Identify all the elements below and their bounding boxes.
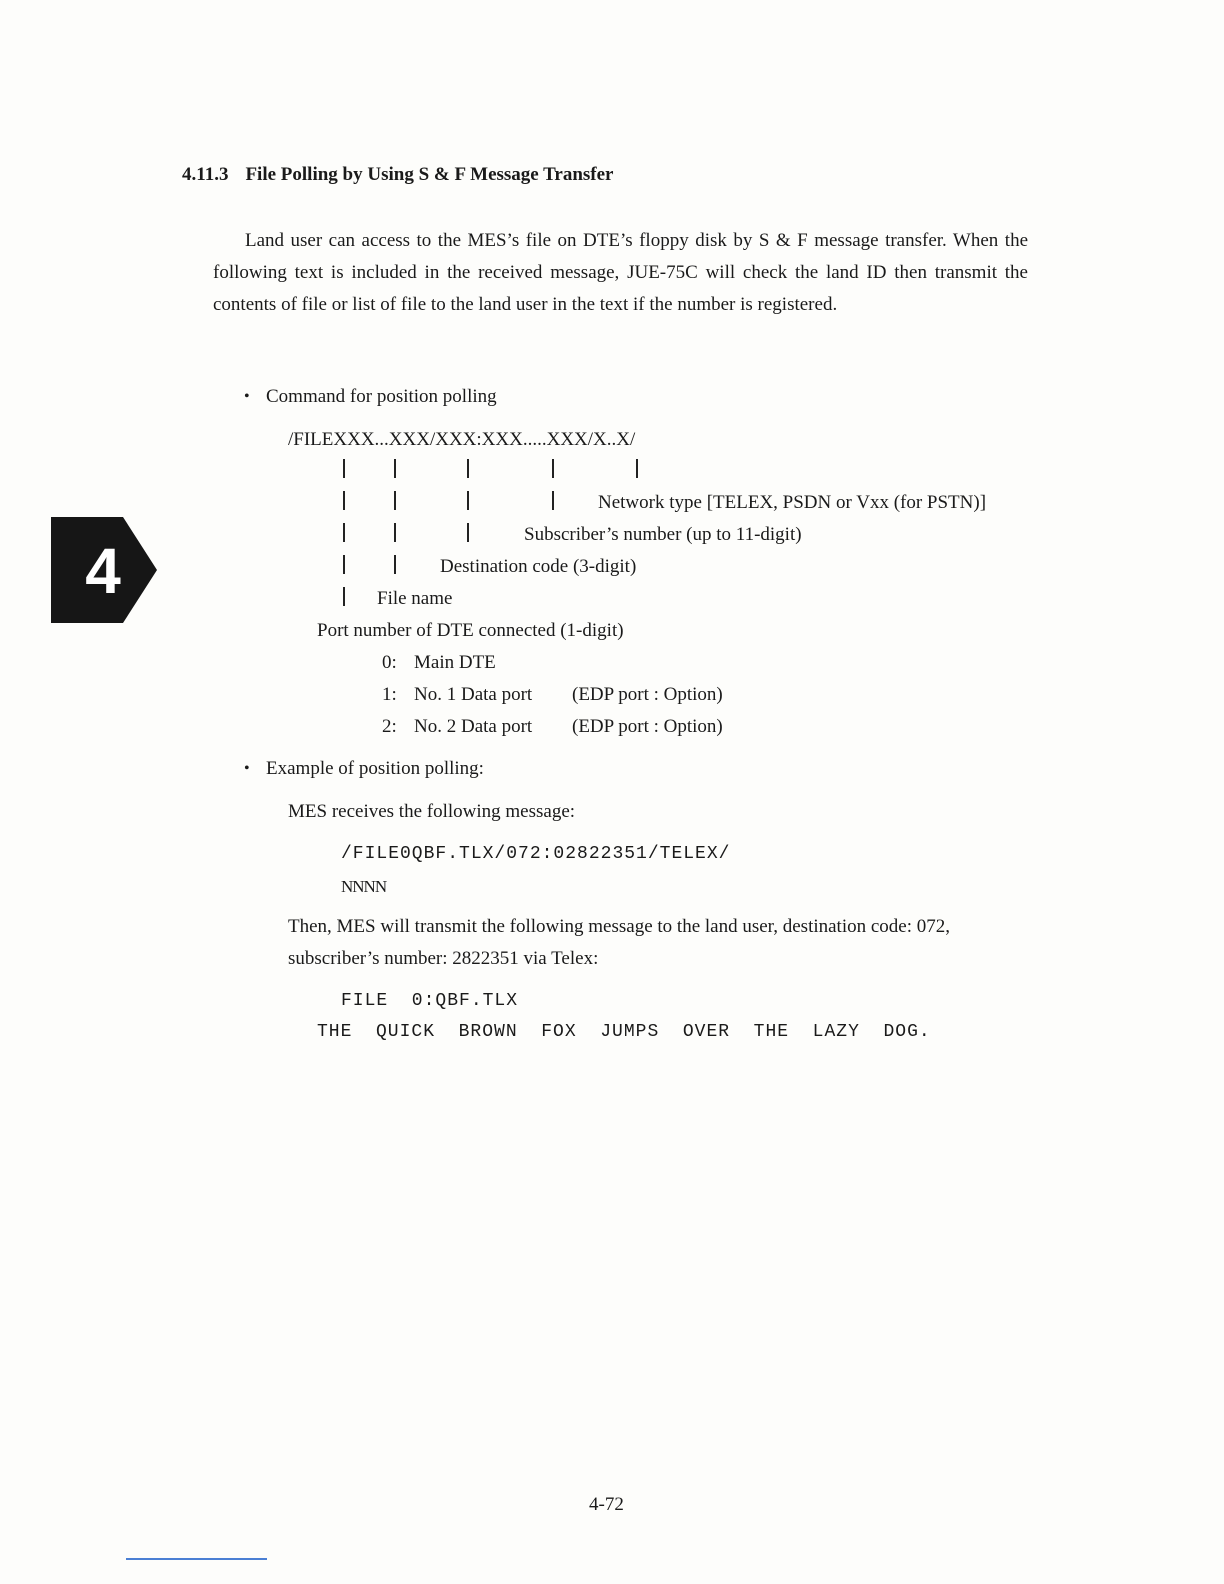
port-code: 1:: [382, 684, 397, 705]
port-code: 2:: [382, 716, 397, 737]
pipe-divider: [343, 555, 345, 574]
bullet-icon: •: [244, 388, 250, 405]
port-number-label: Port number of DTE connected (1-digit): [317, 620, 624, 641]
pipe-divider: [394, 523, 396, 542]
then-text: subscriber’s number: 2822351 via Telex:: [288, 948, 599, 969]
file-name-label: File name: [377, 588, 453, 609]
pipe-divider: [467, 523, 469, 542]
subscriber-number-label: Subscriber’s number (up to 11-digit): [524, 524, 802, 545]
then-text: Then, MES will transmit the following message to the land user, destination code: 072,: [288, 916, 951, 937]
port-name: Main DTE: [414, 652, 496, 673]
pipe-divider: [343, 459, 345, 478]
bottom-rule: [126, 1558, 267, 1560]
section-number: 4.11.3: [182, 164, 229, 185]
chapter-tab: [51, 517, 157, 623]
intro-text: Land user can access to the MES’s file on DTE’s floppy disk by S & F message transfer. When the following text is included in the received message, JUE-75C will check the land ID then transmit the contents of file or list of file to the land user in the text if the number is registered.: [213, 230, 1028, 315]
example-receives-text: MES receives the following message:: [288, 801, 576, 822]
output-line: FILE 0:QBF.TLX: [341, 991, 519, 1011]
pipe-divider: [394, 459, 396, 478]
command-format: /FILEXXX...XXX/XXX:XXX.....XXX/X..X/: [288, 429, 636, 450]
section-title: File Polling by Using S & F Message Transfer: [245, 164, 614, 185]
pipe-divider: [552, 491, 554, 510]
page-number: 4-72: [589, 1494, 624, 1515]
example-message-line: /FILE0QBF.TLX/072:02822351/TELEX/: [341, 844, 731, 864]
output-line: THE QUICK BROWN FOX JUMPS OVER THE LAZY DOG.: [317, 1022, 931, 1042]
pipe-divider: [343, 491, 345, 510]
pipe-divider: [343, 523, 345, 542]
network-type-label: Network type [TELEX, PSDN or Vxx (for PSTN)]: [598, 492, 987, 513]
example-bullet-text: Example of position polling:: [266, 758, 484, 779]
bullet-icon: •: [244, 760, 250, 777]
chapter-number: 4: [85, 535, 121, 607]
section-heading: [182, 164, 613, 186]
command-bullet-text: Command for position polling: [266, 386, 497, 407]
pipe-divider: [394, 491, 396, 510]
intro-paragraph: [213, 225, 1028, 321]
pipe-divider: [552, 459, 554, 478]
port-name: No. 1 Data port: [414, 684, 533, 705]
pipe-divider: [636, 459, 638, 478]
pipe-divider: [467, 459, 469, 478]
example-message-line: NNNN: [341, 877, 387, 896]
port-name: No. 2 Data port: [414, 716, 533, 737]
destination-code-label: Destination code (3-digit): [440, 556, 637, 577]
pipe-divider: [394, 555, 396, 574]
port-note: (EDP port : Option): [572, 716, 723, 737]
pipe-divider: [467, 491, 469, 510]
port-code: 0:: [382, 652, 397, 673]
port-note: (EDP port : Option): [572, 684, 723, 705]
pipe-divider: [343, 587, 345, 606]
